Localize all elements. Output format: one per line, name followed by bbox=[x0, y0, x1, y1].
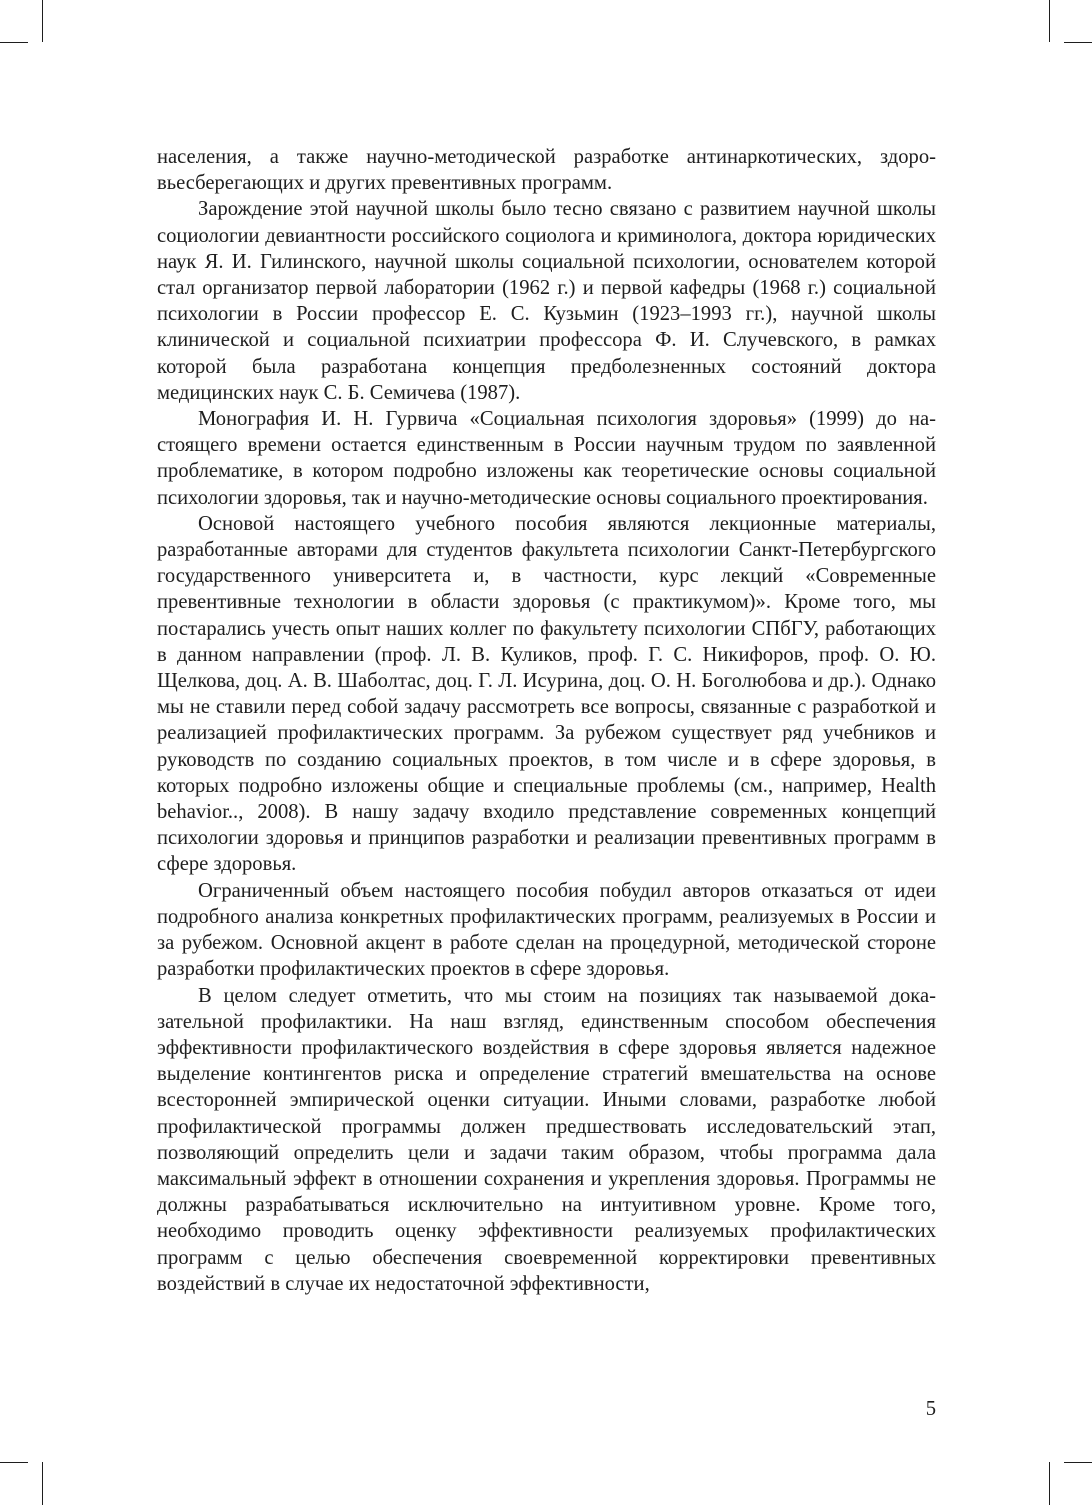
crop-mark-bottom-left-vertical bbox=[42, 1462, 43, 1505]
crop-mark-top-right-vertical bbox=[1049, 0, 1050, 42]
page-body bbox=[157, 144, 936, 1297]
crop-mark-bottom-left-horizontal bbox=[0, 1462, 28, 1463]
paragraph-textbook-basis: Основой настоящего учебного пособия являются лекционные материалы, разработанные авторами для студентов факультета психологии Санкт-Петербургского государственного университета и, в частности, курс лекций «Современные превентивные технологии в области здоровья (с практикумом)». Кроме того, мы постарались учесть опыт наших коллег по факультету психологии СПбГУ, работающих в данном направлении (проф. Л. В. Куликов, проф. Г. С. Никифоров, проф. О. Ю. Щелкова, доц. А. В. Шаболтас, доц. Г. Л. Исурина, доц. О. Н. Боголюбова и др.). Однако мы не ставили перед собой задачу рассмотреть все вопросы, связанные с разработкой и реализацией профилактических программ. За рубежом существует ряд учебников и руководств по созданию социальных проектов, в том числе и в сфере здоровья, в которых подробно изложены общие и специальные проблемы (см., например, Health behavior.., 2008). В нашу задачу входило представление современных концепций психологии здоровья и принципов разработки и реализации превентивных программ в сфере здоровья. bbox=[157, 512, 936, 876]
crop-mark-bottom-right-horizontal bbox=[1064, 1462, 1092, 1463]
paragraph-school-origins: Зарождение этой научной школы было тесно связано с развитием научной школы социологии девиантности российского социолога и криминолога, доктора юридических наук Я. И. Гилинского, научной школы социальной психологии, основателем которой стал организатор первой лаборатории (1962 г.) и первой кафедры (1968 г.) социальной психологии в России профессор Е. С. Кузьмин (1923–1993 гг.), научной школы клинической и социальной психиатрии профессора Ф. И. Случевского, в рамках которой была разработана концепция предболезненных состояний доктора медицинских наук С. Б. Семичева (1987). bbox=[157, 198, 936, 404]
crop-mark-top-right-horizontal bbox=[1064, 42, 1092, 43]
paragraph-limited-scope: Ограниченный объем настоящего пособия побудил авторов отказаться от идеи подробного анализа конкретных профилактических программ, реализуемых в России и за рубежом. Основной акцент в работе сделан на процедурной, методической стороне разработки профилактических проектов в сфере здоровья. bbox=[157, 879, 936, 981]
crop-mark-top-left-horizontal bbox=[0, 42, 28, 43]
paragraph-evidence-based: В целом следует отметить, что мы стоим на позициях так называемой доказательной профилактики. На наш взгляд, единственным способом обеспечения эффективности профилактического воздействия в сфере здоровья является надежное выделение контингентов риска и определение стратегий вмешательства на основе всесторонней эмпирической оценки ситуации. Иными словами, разработке любой профилактической программы должен предшествовать исследовательский этап, позволяющий определить цели и задачи таким образом, чтобы программа дала максимальный эффект в отношении сохранения и укрепления здоровья. Программы не должны разрабатываться исключительно на интуитивном уровне. Кроме того, необходимо проводить оценку эффективности реализуемых профилактических программ с целью обеспечения своевременной корректировки превентивных воздействий в случае их недостаточной эффективности, bbox=[157, 984, 936, 1295]
paragraph-continuation: населения, а также научно-методической разработке антинаркотических, здоровьесберегающих и других превентивных программ. bbox=[157, 146, 936, 195]
paragraph-monograph: Монография И. Н. Гурвича «Социальная психология здоровья» (1999) до настоящего времени остается единственным в России научным трудом по заявленной проблематике, в котором подробно изложены как теоретические основы социальной психологии здоровья, так и научно-методические основы социального проектирования. bbox=[157, 408, 936, 509]
crop-mark-bottom-right-vertical bbox=[1049, 1462, 1050, 1505]
crop-mark-top-left-vertical bbox=[42, 0, 43, 42]
page-number: 5 bbox=[925, 1398, 936, 1420]
